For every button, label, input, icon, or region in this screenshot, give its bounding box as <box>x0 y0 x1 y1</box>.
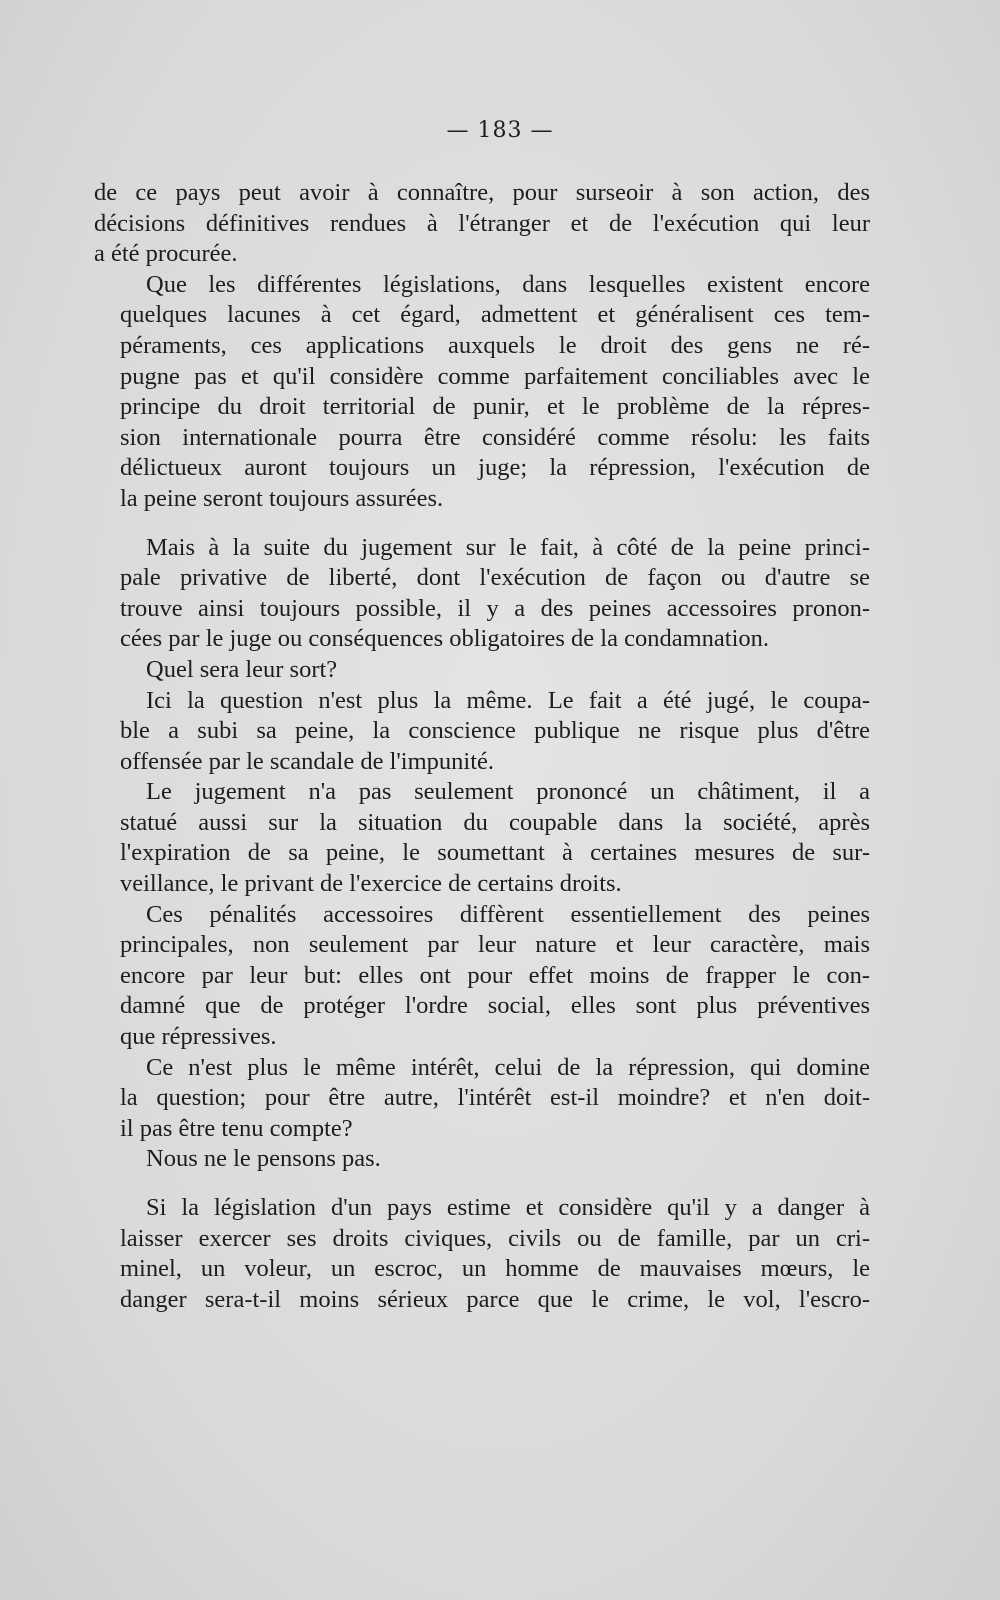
paragraph <box>94 686 870 778</box>
text-line: Que les différentes législations, dans lesquelles existent encore <box>146 270 870 298</box>
text-line: la peine seront toujours assurées. <box>120 484 444 512</box>
text-line: trouve ainsi toujours possible, il y a des peines accessoires pronon- <box>120 594 870 622</box>
paragraph-gap <box>94 515 870 533</box>
text-line: pugne pas et qu'il considère comme parfaitement conciliables avec le <box>120 362 870 390</box>
text-line: offensée par le scandale de l'impunité. <box>120 747 495 775</box>
text-line: Ce n'est plus le même intérêt, celui de la répression, qui domine <box>146 1053 870 1081</box>
text-line: que répressives. <box>120 1023 277 1051</box>
text-line: Si la législation d'un pays estime et considère qu'il y a danger à <box>146 1194 870 1221</box>
text-line: la question; pour être autre, l'intérêt est-il moindre? et n'en doit- <box>120 1084 870 1112</box>
text-line: principales, non seulement par leur nature et leur caractère, mais <box>120 931 870 959</box>
text-line: laisser exercer ses droits civiques, civils ou de famille, par un cri- <box>120 1224 870 1252</box>
text-line: statué aussi sur la situation du coupable dans la société, après <box>120 808 870 836</box>
text-line: Quel sera leur sort? <box>146 655 338 683</box>
text-line: cées par le juge ou conséquences obligatoires de la condamnation. <box>120 625 770 653</box>
text-line: damné que de protéger l'ordre social, elles sont plus préventives <box>120 992 870 1020</box>
body-text <box>94 178 870 1315</box>
paragraph <box>94 1144 870 1175</box>
paragraph <box>94 533 870 655</box>
text-line: Ces pénalités accessoires diffèrent essentiellement des peines <box>146 900 870 928</box>
text-line: décisions définitives rendues à l'étranger et de l'exécution qui leur <box>94 209 870 237</box>
text-line: a été procurée. <box>94 240 238 268</box>
paragraph <box>94 777 870 899</box>
text-line: veillance, le privant de l'exercice de certains droits. <box>120 870 622 898</box>
text-line: principe du droit territorial de punir, et le problème de la répres- <box>120 393 870 421</box>
text-line: sion internationale pourra être considéré comme résolu: les faits <box>120 423 870 451</box>
paragraph <box>94 178 870 270</box>
text-line: il pas être tenu compte? <box>120 1114 353 1142</box>
text-line: quelques lacunes à cet égard, admettent et généralisent ces tem- <box>120 301 870 329</box>
text-line: minel, un voleur, un escroc, un homme de mauvaises mœurs, le <box>120 1255 870 1283</box>
text-line: Ici la question n'est plus la même. Le fait a été jugé, le coupa- <box>146 686 870 714</box>
text-line: Le jugement n'a pas seulement prononcé un châtiment, il a <box>146 778 870 806</box>
text-line: l'expiration de sa peine, le soumettant à certaines mesures de sur- <box>120 839 870 867</box>
page-number: — 183 — <box>446 118 554 143</box>
paragraph <box>94 655 870 686</box>
paragraph <box>94 900 870 1053</box>
text-line: danger sera-t-il moins sérieux parce que le crime, le vol, l'escro- <box>120 1285 870 1313</box>
text-line: encore par leur but: elles ont pour effet moins de frapper le con- <box>120 961 870 989</box>
text-line: de ce pays peut avoir à connaître, pour surseoir à son action, des <box>94 179 870 206</box>
text-line: ble a subi sa peine, la conscience publique ne risque plus d'être <box>120 717 870 745</box>
text-line: pale privative de liberté, dont l'exécution de façon ou d'autre se <box>120 564 870 592</box>
paragraph <box>94 1053 870 1145</box>
paragraph <box>94 1193 870 1315</box>
text-line: péraments, ces applications auxquels le droit des gens ne ré- <box>120 331 870 359</box>
text-line: délictueux auront toujours un juge; la répression, l'exécution de <box>120 454 870 482</box>
text-line: Nous ne le pensons pas. <box>146 1145 381 1173</box>
paragraph <box>94 270 870 515</box>
paragraph-gap <box>94 1175 870 1193</box>
text-line: Mais à la suite du jugement sur le fait, à côté de la peine princi- <box>146 533 870 561</box>
